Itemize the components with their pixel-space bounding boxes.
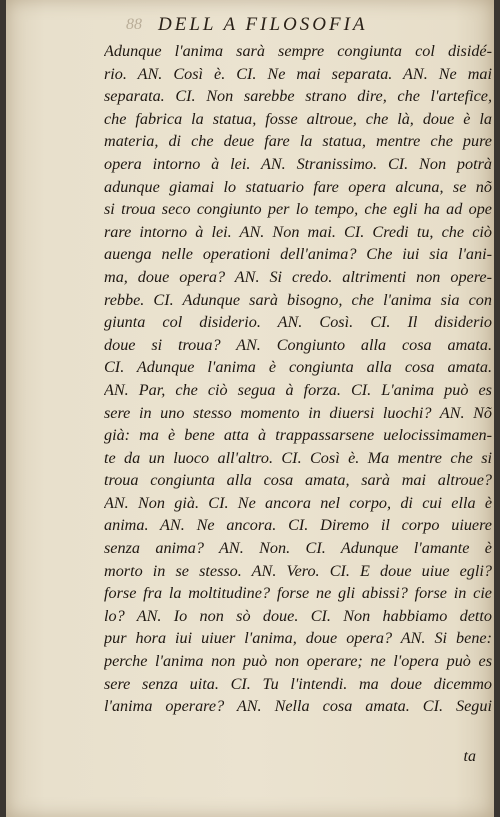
text-line: che fabrica la statua, fosse altroue, che là, doue è la xyxy=(104,109,492,128)
text-line: forse fra la moltitudine? forse ne gli abissi? forse in cie xyxy=(104,584,492,603)
text-line: auenga nelle operationi dell'anima? Che iui sia l'ani- xyxy=(104,245,492,264)
text-line: anima. AN. Ne ancora. CI. Diremo il corpo uiuere xyxy=(104,516,492,535)
text-line: separata. CI. Non sarebbe strano dire, che l'artefice, xyxy=(104,87,492,106)
text-line: l'anima operare? AN. Nella cosa amata. CI. Segui xyxy=(104,697,492,716)
text-line: giunta col disiderio. AN. Così. CI. Il disiderio xyxy=(104,313,492,332)
text-line: rebbe. CI. Adunque sarà bisogno, che l'anima sia con xyxy=(104,290,492,309)
text-line: adunque giamai lo statuario fare opera alcuna, se nõ xyxy=(104,177,492,196)
text-line: materia, di che deue fare la statua, mentre che pure xyxy=(104,132,492,151)
book-page xyxy=(6,0,494,817)
text-line: Adunque l'anima sarà sempre congiunta col disidé- xyxy=(104,42,492,60)
text-line: lo? AN. Io non sò doue. CI. Non habbiamo detto xyxy=(104,606,492,625)
text-line: rare intorno à lei. AN. Non mai. CI. Credi tu, che ciò xyxy=(104,222,492,241)
running-head: DELL A FILOSOFIA xyxy=(158,14,368,35)
text-line: doue si troua? AN. Congiunto alla cosa amata. xyxy=(104,335,492,354)
text-line: te da un luoco all'altro. CI. Così è. Ma mentre che si xyxy=(104,448,492,467)
text-line: senza anima? AN. Non. CI. Adunque l'amante è xyxy=(104,539,492,558)
text-line: si troua seco congiunto per lo tempo, che egli ha ad ope xyxy=(104,200,492,219)
text-line: sere in uno stesso momento in diuersi luochi? AN. Nõ xyxy=(104,403,492,422)
text-line: sere senza uita. CI. Tu l'intendi. ma doue dicemmo xyxy=(104,674,492,693)
text-line: AN. Par, che ciò segua à forza. CI. L'anima può es xyxy=(104,380,492,399)
text-line: AN. Non già. CI. Ne ancora nel corpo, di cui ella è xyxy=(104,493,492,512)
catchword: ta xyxy=(463,748,476,765)
body-text xyxy=(104,40,492,718)
page-header xyxy=(6,14,494,40)
text-line: opera intorno à lei. AN. Stranissimo. CI. Non potrà xyxy=(104,154,492,173)
page-number: 88 xyxy=(126,16,142,33)
text-line: già: ma è bene atta à trappassarsene uelocissimamen- xyxy=(104,426,492,445)
text-line: troua congiunta alla cosa amata, sarà mai altroue? xyxy=(104,471,492,490)
text-line: perche l'anima non può non operare; ne l'opera può es xyxy=(104,652,492,671)
text-line: rio. AN. Così è. CI. Ne mai separata. AN. Ne mai xyxy=(104,64,492,83)
text-line: CI. Adunque l'anima è congiunta alla cosa amata. xyxy=(104,358,492,377)
text-line: pur hora iui uiuer l'anima, doue opera? AN. Si bene: xyxy=(104,629,492,648)
text-line: ma, doue opera? AN. Si credo. altrimenti non opere- xyxy=(104,267,492,286)
text-line: morto in se stesso. AN. Vero. CI. E doue uiue egli? xyxy=(104,561,492,580)
